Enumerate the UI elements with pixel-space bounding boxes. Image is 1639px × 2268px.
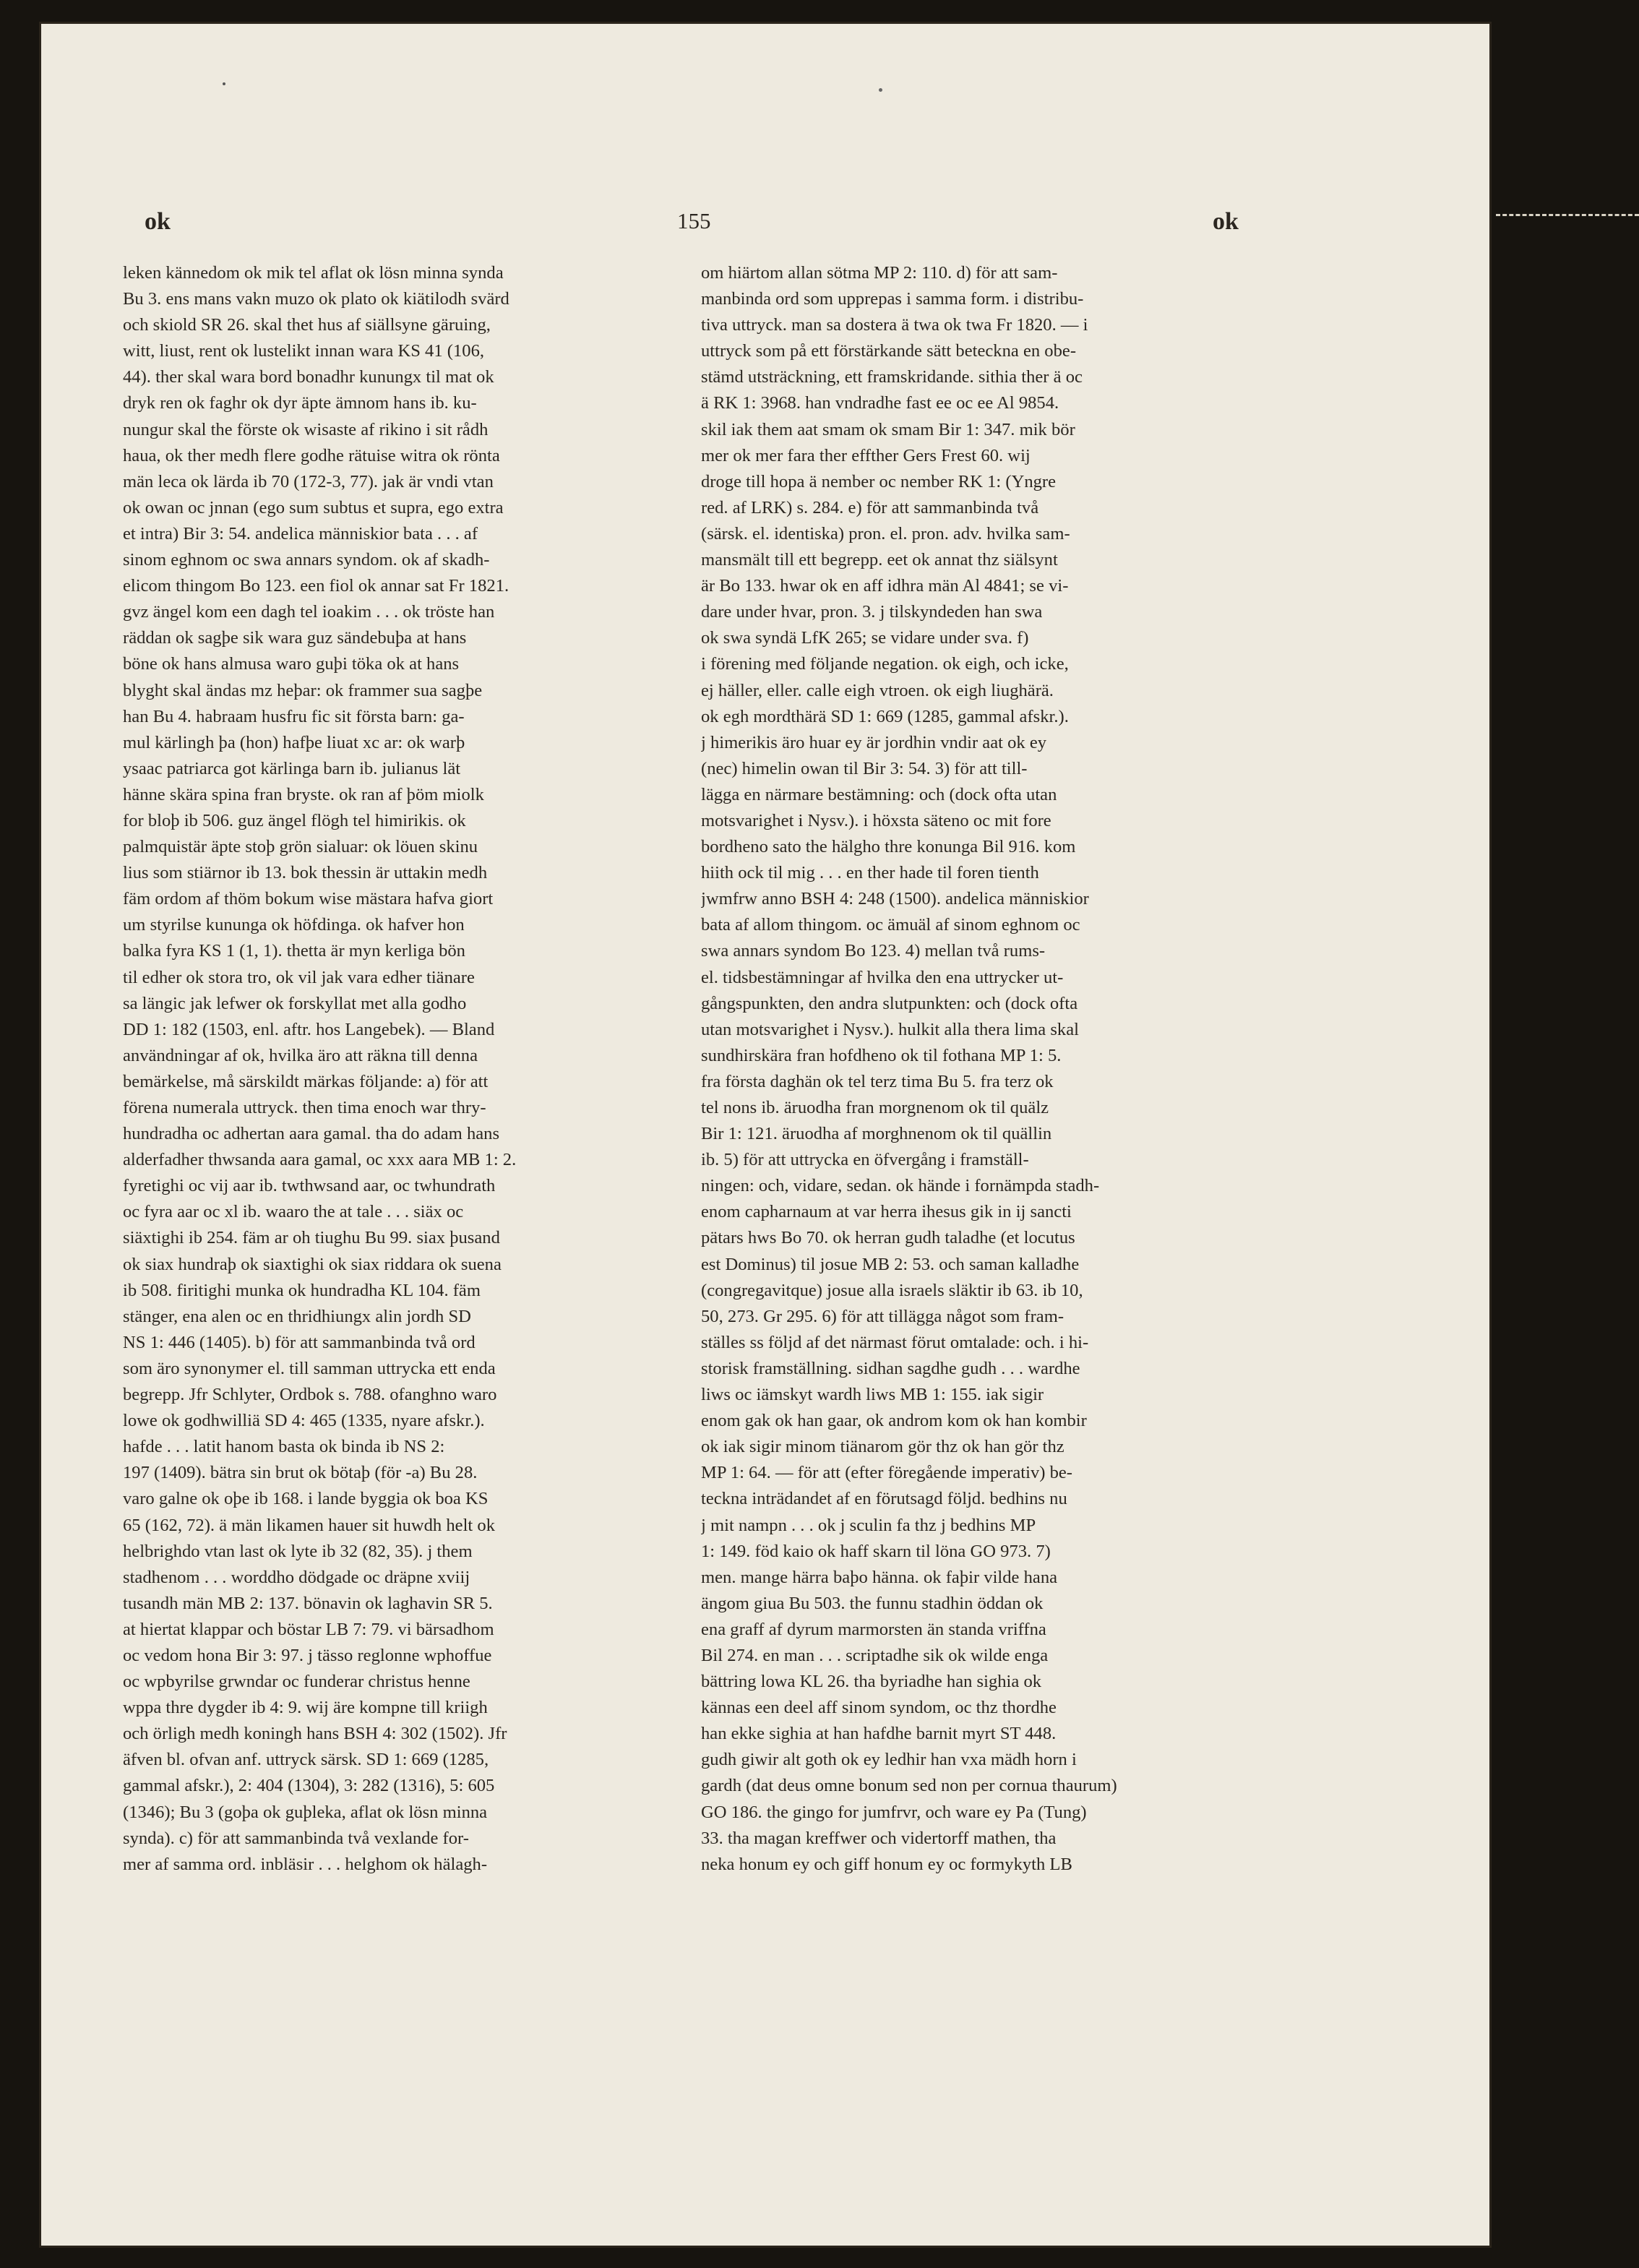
dictionary-page	[39, 22, 1492, 2248]
text-line: manbinda ord som upprepas i samma form. i distribu-	[701, 289, 1084, 309]
text-line: ok egh mordthärä SD 1: 669 (1285, gammal afskr.).	[701, 706, 1069, 726]
text-line: leken kännedom ok mik tel aflat ok lösn minna synda	[123, 263, 504, 283]
text-line: j mit nampn . . . ok j sculin fa thz j bedhins MP	[701, 1515, 1036, 1535]
text-line: enom gak ok han gaar, ok androm kom ok han kombir	[701, 1411, 1087, 1431]
text-line: hundradha oc adhertan aara gamal. tha do adam hans	[123, 1124, 500, 1144]
text-line: pätars hws Bo 70. ok herran gudh taladhe (et locutus	[701, 1228, 1075, 1248]
speck-mark	[879, 88, 882, 92]
text-line: helbrighdo vtan last ok lyte ib 32 (82, 35). j them	[123, 1541, 473, 1561]
text-line: enom capharnaum at var herra ihesus gik in ij sancti	[701, 1202, 1072, 1222]
text-line: utan motsvarighet i Nysv.). hulkit alla thera lima skal	[701, 1019, 1079, 1039]
text-line: som äro synonymer el. till samman uttrycka ett enda	[123, 1358, 496, 1378]
text-line: lius som stiärnor ib 13. bok thessin är uttakin medh	[123, 863, 488, 883]
text-line: stämd utsträckning, ett framskridande. sithia ther ä oc	[701, 367, 1083, 387]
text-line: oc fyra aar oc xl ib. waaro the at tale . . . siäx oc	[123, 1202, 464, 1222]
text-line: palmquistär äpte stoþ grön sialuar: ok löuen skinu	[123, 837, 478, 857]
text-line: neka honum ey och giff honum ey oc formykyth LB	[701, 1854, 1072, 1874]
text-line: Bu 3. ens mans vakn muzo ok plato ok kiätilodh svärd	[123, 289, 509, 309]
text-line: GO 186. the gingo for jumfrvr, och ware ey Pa (Tung)	[701, 1802, 1087, 1822]
text-line: Bil 274. en man . . . scriptadhe sik ok wilde enga	[701, 1645, 1049, 1665]
text-line: dare under hvar, pron. 3. j tilskyndeden han swa	[701, 602, 1043, 622]
text-line: bättring lowa KL 26. tha byriadhe han sighia ok	[701, 1672, 1042, 1692]
text-line: varo galne ok oþe ib 168. i lande byggia ok boa KS	[123, 1489, 489, 1509]
text-line: stadhenom . . . worddho dödgade oc dräpne xviij	[123, 1567, 470, 1587]
text-line: ängom giua Bu 503. the funnu stadhin öddan ok	[701, 1593, 1044, 1613]
text-line: mansmält till ett begrepp. eet ok annat thz siälsynt	[701, 550, 1058, 570]
text-line: ok swa syndä LfK 265; se vidare under sva. f)	[701, 628, 1029, 648]
text-line: est Dominus) til josue MB 2: 53. och saman kalladhe	[701, 1254, 1080, 1274]
text-line: gångspunkten, den andra slutpunkten: och (dock ofta	[701, 993, 1078, 1013]
text-line: skil iak them aat smam ok smam Bir 1: 347. mik bör	[701, 419, 1075, 439]
text-line: fra första daghän ok tel terz tima Bu 5. fra terz ok	[701, 1071, 1054, 1091]
text-line: til edher ok stora tro, ok vil jak vara edher tiänare	[123, 967, 475, 987]
text-line: uttryck som på ett förstärkande sätt beteckna en obe-	[701, 341, 1077, 361]
text-line: men. mange härra baþo hänna. ok faþir vilde hana	[701, 1567, 1058, 1587]
page-edge-dashes	[1496, 214, 1639, 216]
text-line: gvz ängel kom een dagh tel ioakim . . . ok tröste han	[123, 602, 495, 622]
text-line: män leca ok lärda ib 70 (172-3, 77). jak är vndi vtan	[123, 471, 494, 491]
text-line: hänne skära spina fran bryste. ok ran af þöm miolk	[123, 784, 484, 804]
text-line: (1346); Bu 3 (goþa ok guþleka, aflat ok lösn minna	[123, 1802, 488, 1822]
text-line: bordheno sato the hälgho thre konunga Bil 916. kom	[701, 837, 1076, 857]
text-line: förena numerala uttryck. then tima enoch war thry-	[123, 1098, 486, 1117]
text-line: oc vedom hona Bir 3: 97. j tässo reglonne wphoffue	[123, 1645, 492, 1665]
text-line: wppa thre dygder ib 4: 9. wij äre kompne till kriigh	[123, 1698, 488, 1718]
text-line: droge till hopa ä nember oc nember RK 1: (Yngre	[701, 471, 1057, 491]
text-line: i förening med följande negation. ok eigh, och icke,	[701, 654, 1069, 674]
text-line: tiva uttryck. man sa dostera ä twa ok twa Fr 1820. — i	[701, 315, 1088, 335]
text-line: fyretighi oc vij aar ib. twthwsand aar, oc twhundrath	[123, 1176, 496, 1196]
text-line: storisk framställning. sidhan sagdhe gudh . . . wardhe	[701, 1358, 1080, 1378]
text-line: han ekke sighia at han hafdhe barnit myrt ST 448.	[701, 1724, 1057, 1744]
text-line: at hiertat klappar och böstar LB 7: 79. vi bärsadhom	[123, 1619, 494, 1639]
text-line: 44). ther skal wara bord bonadhr kunungx til mat ok	[123, 367, 494, 387]
text-line: kännas een deel aff sinom syndom, oc thz thordhe	[701, 1698, 1057, 1718]
text-line: gudh giwir alt goth ok ey ledhir han vxa mädh horn i	[701, 1750, 1077, 1770]
text-line: witt, liust, rent ok lustelikt innan wara KS 41 (106,	[123, 341, 485, 361]
text-line: lägga en närmare bestämning: och (dock ofta utan	[701, 784, 1057, 804]
text-line: sundhirskära fran hofdheno ok til fothana MP 1: 5.	[701, 1045, 1062, 1065]
text-line: haua, ok ther medh flere godhe rätuise witra ok rönta	[123, 445, 500, 465]
text-line: 1: 149. föd kaio ok haff skarn til löna GO 973. 7)	[701, 1541, 1051, 1561]
text-line: 65 (162, 72). ä män likamen hauer sit huwdh helt ok	[123, 1515, 495, 1535]
text-line: swa annars syndom Bo 123. 4) mellan två rums-	[701, 941, 1046, 961]
text-line: begrepp. Jfr Schlyter, Ordbok s. 788. ofanghno waro	[123, 1385, 497, 1405]
text-line: synda). c) för att sammanbinda två vexlande for-	[123, 1828, 469, 1848]
text-line: bata af allom thingom. oc ämuäl af sinom eghnom oc	[701, 915, 1080, 935]
text-line: bemärkelse, må särskildt märkas följande: a) för att	[123, 1071, 489, 1091]
speck-mark	[223, 82, 225, 85]
text-line: 33. tha magan kreffwer och vidertorff mathen, tha	[701, 1828, 1057, 1848]
text-line: nungur skal the förste ok wisaste af rikino i sit rådh	[123, 419, 489, 439]
text-line: liws oc iämskyt wardh liws MB 1: 155. iak sigir	[701, 1385, 1044, 1405]
text-line: användningar af ok, hvilka äro att räkna till denna	[123, 1045, 478, 1065]
text-line: ställes ss följd af det närmast förut omtalade: och. i hi-	[701, 1332, 1089, 1352]
text-line: (congregavitque) josue alla israels släktir ib 63. ib 10,	[701, 1280, 1083, 1300]
text-line: tusandh män MB 2: 137. bönavin ok laghavin SR 5.	[123, 1593, 493, 1613]
text-line: mer ok mer fara ther effther Gers Frest 60. wij	[701, 445, 1031, 465]
text-line: och skiold SR 26. skal thet hus af siällsyne gäruing,	[123, 315, 491, 335]
text-line: böne ok hans almusa waro guþi töka ok at hans	[123, 654, 460, 674]
text-line: hafde . . . latit hanom basta ok binda ib NS 2:	[123, 1437, 445, 1457]
text-line: han Bu 4. habraam husfru fic sit första barn: ga-	[123, 706, 465, 726]
text-line: om hiärtom allan sötma MP 2: 110. d) för att sam-	[701, 263, 1058, 283]
text-line: for bloþ ib 506. guz ängel flögh tel himirikis. ok	[123, 810, 466, 830]
right-column	[701, 260, 1214, 1878]
text-line: räddan ok sagþe sik wara guz sändebuþa at hans	[123, 628, 467, 648]
text-line: ej häller, eller. calle eigh vtroen. ok eigh liughärä.	[701, 680, 1054, 700]
text-line: sa längic jak lefwer ok forskyllat met alla godho	[123, 993, 467, 1013]
text-line: fäm ordom af thöm bokum wise mästara hafva giort	[123, 889, 494, 909]
text-line: ningen: och, vidare, sedan. ok hände i fornämpda stadh-	[701, 1176, 1100, 1196]
text-line: MP 1: 64. — för att (efter föregående imperativ) be-	[701, 1463, 1072, 1483]
text-line: DD 1: 182 (1503, enl. aftr. hos Langebek). — Bland	[123, 1019, 495, 1039]
left-column	[123, 260, 636, 1878]
text-line: gammal afskr.), 2: 404 (1304), 3: 282 (1316), 5: 605	[123, 1776, 495, 1796]
text-line: blyght skal ändas mz heþar: ok frammer sua sagþe	[123, 680, 483, 700]
text-line: ok siax hundraþ ok siaxtighi ok siax riddara ok suena	[123, 1254, 502, 1274]
text-line: NS 1: 446 (1405). b) för att sammanbinda två ord	[123, 1332, 476, 1352]
text-line: lowe ok godhwilliä SD 4: 465 (1335, nyare afskr.).	[123, 1411, 485, 1431]
text-line: äfven bl. ofvan anf. uttryck särsk. SD 1: 669 (1285,	[123, 1750, 489, 1770]
text-line: är Bo 133. hwar ok en aff idhra män Al 4841; se vi-	[701, 576, 1069, 596]
text-line: och örligh medh koningh hans BSH 4: 302 (1502). Jfr	[123, 1724, 507, 1744]
text-line: alderfadher thwsanda aara gamal, oc xxx aara MB 1: 2.	[123, 1150, 517, 1170]
text-line: gardh (dat deus omne bonum sed non per cornua thaurum)	[701, 1776, 1117, 1796]
text-line: 50, 273. Gr 295. 6) för att tillägga något som fram-	[701, 1306, 1064, 1326]
text-line: (nec) himelin owan til Bir 3: 54. 3) för att till-	[701, 758, 1028, 778]
page-number: 155	[677, 208, 711, 233]
text-line: ena graff af dyrum marmorsten än standa vriffna	[701, 1619, 1046, 1639]
text-line: ib 508. firitighi munka ok hundradha KL 104. fäm	[123, 1280, 481, 1300]
text-line: stänger, ena alen oc en thridhiungx alin jordh SD	[123, 1306, 471, 1326]
text-line: siäxtighi ib 254. fäm ar oh tiughu Bu 99. siax þusand	[123, 1228, 500, 1248]
text-line: hiith ock til mig . . . en ther hade til foren tienth	[701, 863, 1039, 883]
text-line: elicom thingom Bo 123. een fiol ok annar sat Fr 1821.	[123, 576, 509, 596]
text-line: ysaac patriarca got kärlinga barn ib. julianus lät	[123, 758, 461, 778]
text-line: ib. 5) för att uttrycka en öfvergång i framställ-	[701, 1150, 1029, 1170]
text-line: et intra) Bir 3: 54. andelica människior bata . . . af	[123, 523, 478, 544]
text-line: Bir 1: 121. äruodha af morghnenom ok til quällin	[701, 1124, 1052, 1144]
text-line: mer af samma ord. inbläsir . . . helghom ok hälagh-	[123, 1854, 488, 1874]
text-line: motsvarighet i Nysv.). i höxsta säteno oc mit fore	[701, 810, 1051, 830]
text-line: dryk ren ok faghr ok dyr äpte ämnom hans ib. ku-	[123, 393, 477, 413]
text-line: sinom eghnom oc swa annars syndom. ok af skadh-	[123, 550, 490, 570]
text-line: ä RK 1: 3968. han vndradhe fast ee oc ee Al 9854.	[701, 393, 1059, 413]
text-line: tel nons ib. äruodha fran morgnenom ok til quälz	[701, 1098, 1049, 1117]
text-line: (särsk. el. identiska) pron. el. pron. adv. hvilka sam-	[701, 523, 1070, 544]
text-line: red. af LRK) s. 284. e) för att sammanbinda två	[701, 497, 1039, 517]
text-line: 197 (1409). bätra sin brut ok bötaþ (för -a) Bu 28.	[123, 1463, 478, 1483]
text-line: balka fyra KS 1 (1, 1). thetta är myn kerliga bön	[123, 941, 465, 961]
text-line: mul kärlingh þa (hon) hafþe liuat xc ar: ok warþ	[123, 732, 465, 752]
text-line: teckna inträdandet af en förutsagd följd. bedhins nu	[701, 1489, 1067, 1509]
running-head-left: ok	[145, 208, 171, 235]
text-line: jwmfrw anno BSH 4: 248 (1500). andelica människior	[701, 889, 1089, 909]
text-line: j himerikis äro huar ey är jordhin vndir aat ok ey	[701, 732, 1047, 752]
running-head-right: ok	[1213, 208, 1239, 235]
text-line: el. tidsbestämningar af hvilka den ena uttrycker ut-	[701, 967, 1064, 987]
text-line: ok owan oc jnnan (ego sum subtus et supra, ego extra	[123, 497, 504, 517]
text-line: ok iak sigir minom tiänarom gör thz ok han gör thz	[701, 1437, 1064, 1457]
text-line: um styrilse kununga ok höfdinga. ok hafver hon	[123, 915, 465, 935]
text-line: oc wpbyrilse grwndar oc funderar christus henne	[123, 1672, 470, 1692]
